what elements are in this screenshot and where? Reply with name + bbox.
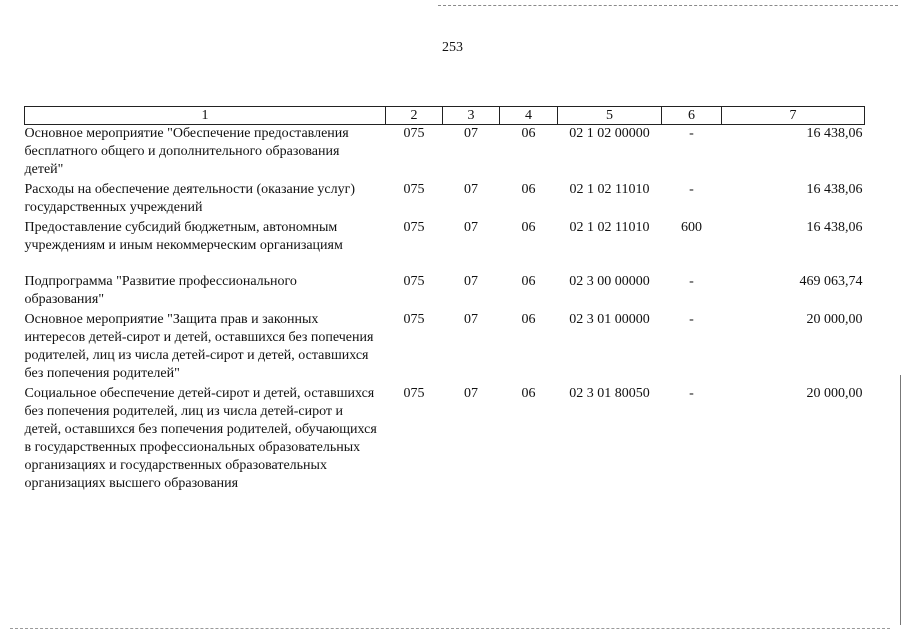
cell-amount: 16 438,06 (806, 220, 863, 235)
column-header: 2 (386, 107, 443, 125)
column-header: 1 (25, 107, 386, 125)
cell-col4: 06 (521, 126, 536, 141)
column-header: 4 (500, 107, 558, 125)
cell-col4: 06 (521, 386, 536, 401)
row-description: Социальное обеспечение детей-сирот и детей, оставшихся без попечения родителей, лиц из числа детей-сирот и детей, оставшихся без попечения родителей, обучающихся в государственных профессиональных образовательных организациях и государственных образовательных организациях высшего образования (24, 386, 377, 491)
cell-col6: - (689, 386, 694, 401)
cell-amount: 20 000,00 (806, 386, 863, 401)
cell-amount: 20 000,00 (806, 312, 863, 327)
row-description: Основное мероприятие "Защита прав и законных интересов детей-сирот и детей, оставшихся без попечения родителей, лиц из числа детей-сирот и детей, оставшихся без попечения родителей" (24, 312, 374, 381)
cell-col5: 02 3 00 00000 (569, 274, 650, 289)
column-header: 3 (443, 107, 500, 125)
cell-col2: 075 (403, 182, 425, 197)
cell-col3: 07 (464, 312, 478, 327)
table-row (25, 181, 865, 219)
row-description: Основное мероприятие "Обеспечение предоставления бесплатного общего и дополнительного образования детей" (24, 126, 349, 177)
cell-col3: 07 (464, 386, 478, 401)
cell-amount: 16 438,06 (806, 126, 863, 141)
cell-amount: 469 063,74 (799, 274, 863, 289)
cell-col3: 07 (464, 274, 478, 289)
table-row (25, 125, 865, 182)
cell-col2: 075 (403, 386, 425, 401)
cell-col5: 02 1 02 11010 (569, 220, 650, 235)
row-description: Подпрограмма "Развитие профессионального образования" (24, 274, 297, 307)
table-row (25, 385, 865, 515)
row-description: Предоставление субсидий бюджетным, автономным учреждениям и иным некоммерческим организациям (24, 220, 343, 253)
cell-col5: 02 1 02 00000 (569, 126, 650, 141)
cell-col4: 06 (521, 220, 536, 235)
cell-col6: - (689, 126, 694, 141)
cell-col5: 02 1 02 11010 (569, 182, 650, 197)
cell-amount: 16 438,06 (806, 182, 863, 197)
table-row (25, 273, 865, 311)
cell-col3: 07 (464, 126, 478, 141)
cell-col2: 075 (403, 274, 425, 289)
cell-col2: 075 (403, 126, 425, 141)
cell-col5: 02 3 01 80050 (569, 386, 650, 401)
scan-edge-right (900, 375, 901, 625)
budget-table (24, 106, 865, 515)
cell-col6: - (689, 274, 694, 289)
column-header: 6 (662, 107, 722, 125)
row-description: Расходы на обеспечение деятельности (оказание услуг) государственных учреждений (24, 182, 356, 215)
cell-col2: 075 (403, 312, 425, 327)
cell-col4: 06 (521, 274, 536, 289)
scan-edge-top (438, 5, 898, 6)
table-header-row (25, 107, 865, 125)
cell-col6: - (689, 182, 694, 197)
cell-col3: 07 (464, 182, 478, 197)
cell-col4: 06 (521, 312, 536, 327)
cell-col2: 075 (403, 220, 425, 235)
scan-edge-bottom (10, 628, 890, 629)
table-row (25, 311, 865, 385)
column-header: 5 (558, 107, 662, 125)
page-number: 253 (442, 40, 463, 55)
cell-col6: - (689, 312, 694, 327)
table-row (25, 219, 865, 273)
cell-col6: 600 (681, 220, 702, 235)
cell-col5: 02 3 01 00000 (569, 312, 650, 327)
cell-col4: 06 (521, 182, 536, 197)
cell-col3: 07 (464, 220, 478, 235)
column-header: 7 (722, 107, 865, 125)
